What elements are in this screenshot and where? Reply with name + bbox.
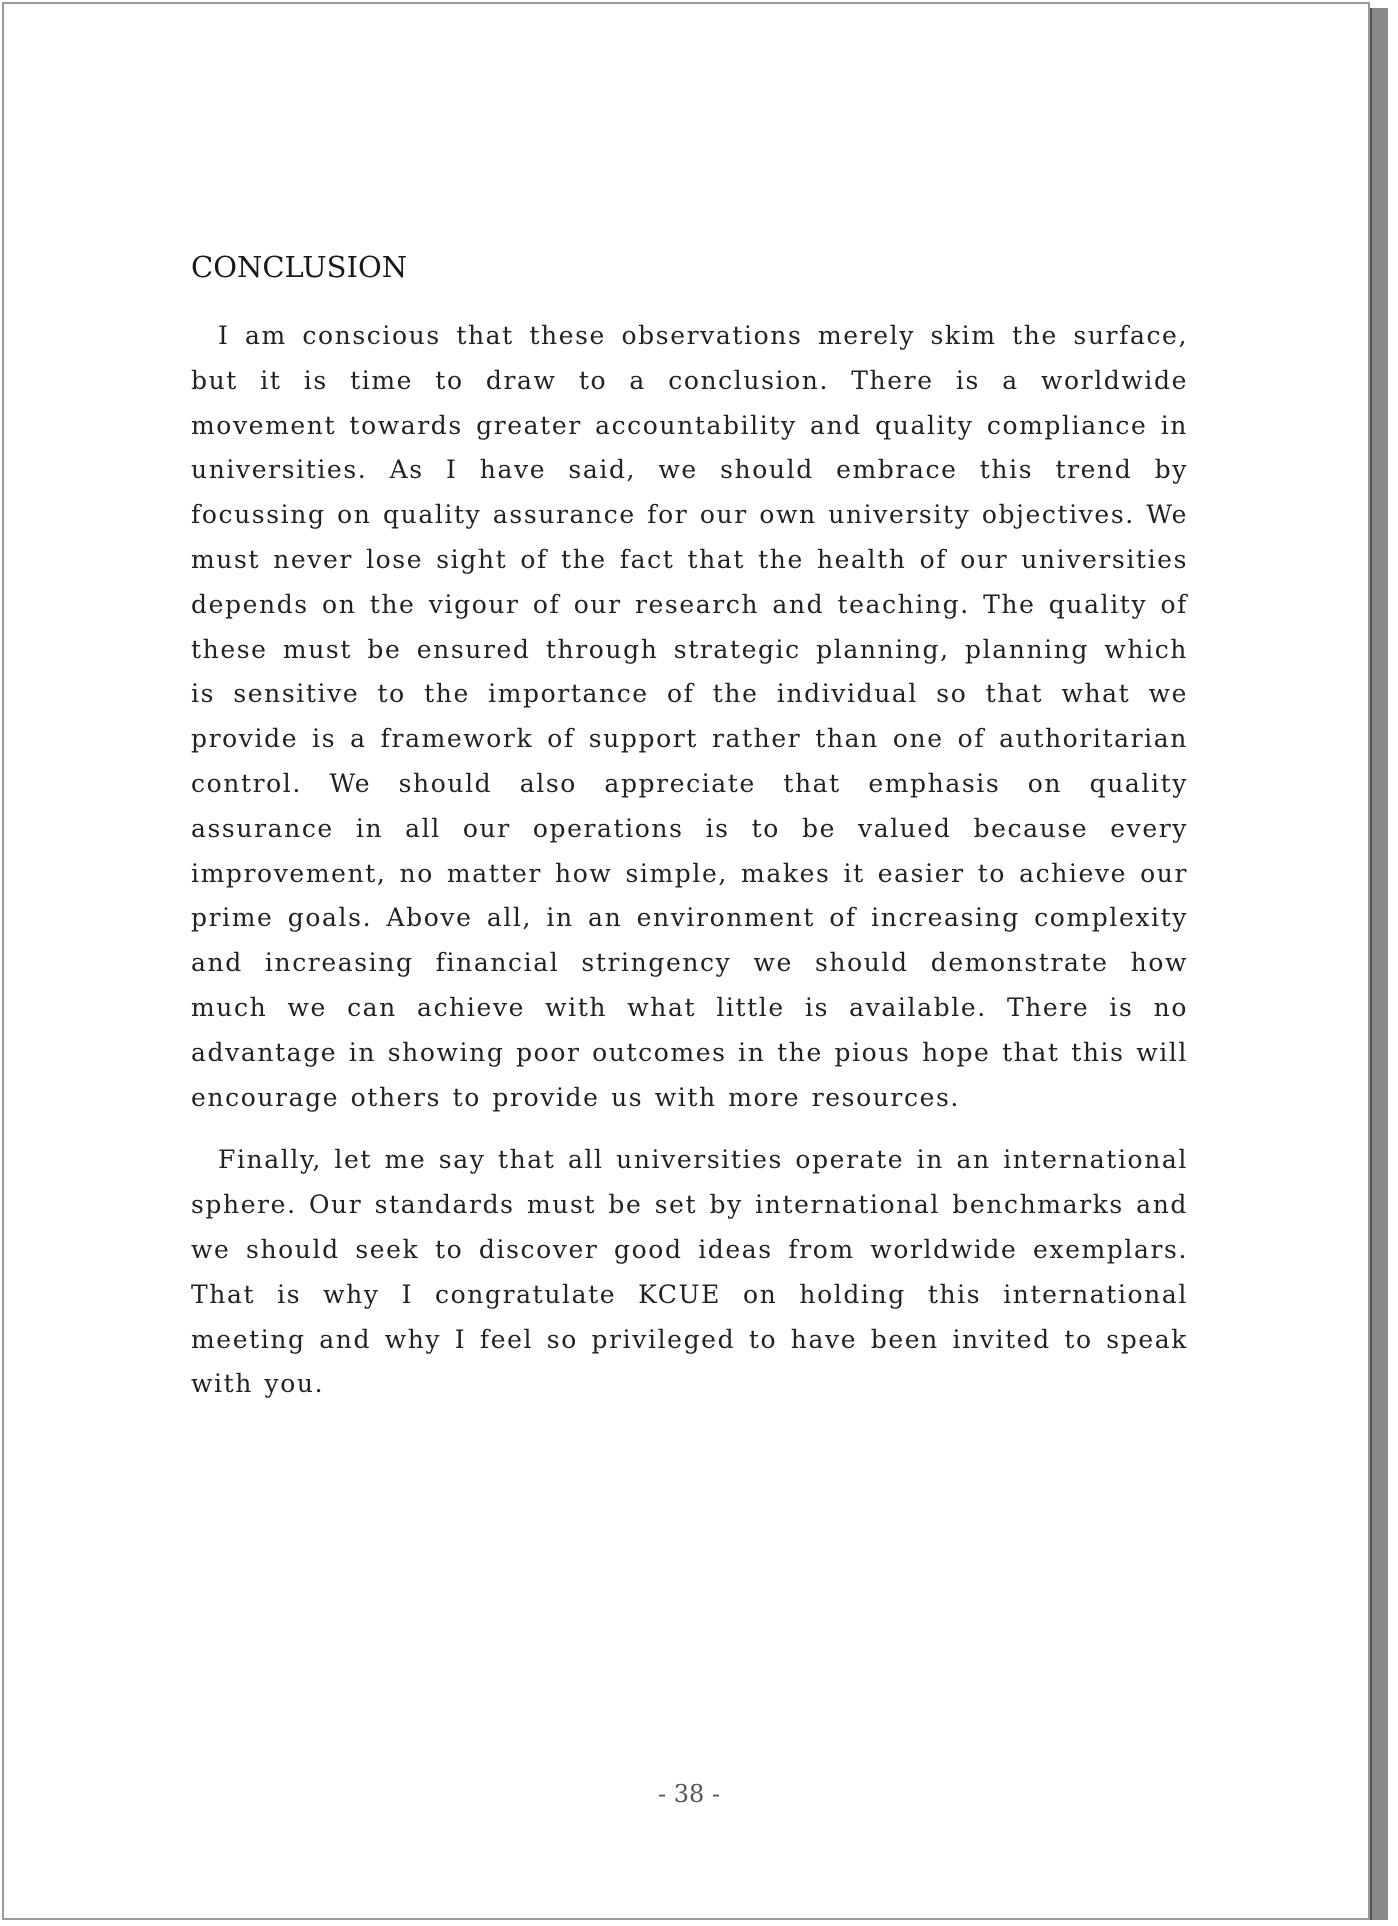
section-heading: CONCLUSION <box>191 250 408 284</box>
page-edge-shadow <box>1370 8 1388 1920</box>
page-content <box>191 250 1188 1425</box>
page <box>2 2 1370 1920</box>
paragraph: I am conscious that these observations merely skim the surface, but it is time to draw to a conclusion. There is a worldwide movement towards greater accountability and quality compliance in universities. As I have said, we should embrace this trend by focussing on quality assurance for our own university objectives. We must never lose sight of the fact that the health of our universities depends on the vigour of our research and teaching. The quality of these must be ensured through strategic planning, planning which is sensitive to the importance of the individual so that what we provide is a framework of support rather than one of authoritarian control. We should also appreciate that emphasis on quality assurance in all our operations is to be valued because every improvement, no matter how simple, makes it easier to achieve our prime goals. Above all, in an environment of increasing complexity and increasing financial stringency we should demonstrate how much we can achieve with what little is available. There is no advantage in showing poor outcomes in the pious hope that this will encourage others to provide us with more resources. <box>191 321 1188 1112</box>
page-number: - 38 - <box>657 1780 720 1808</box>
paragraph: Finally, let me say that all universities operate in an international sphere. Our standards must be set by international benchmarks and we should seek to discover good ideas from worldwide exemplars. That is why I congratulate KCUE on holding this international meeting and why I feel so privileged to have been invited to speak with you. <box>191 1145 1188 1399</box>
